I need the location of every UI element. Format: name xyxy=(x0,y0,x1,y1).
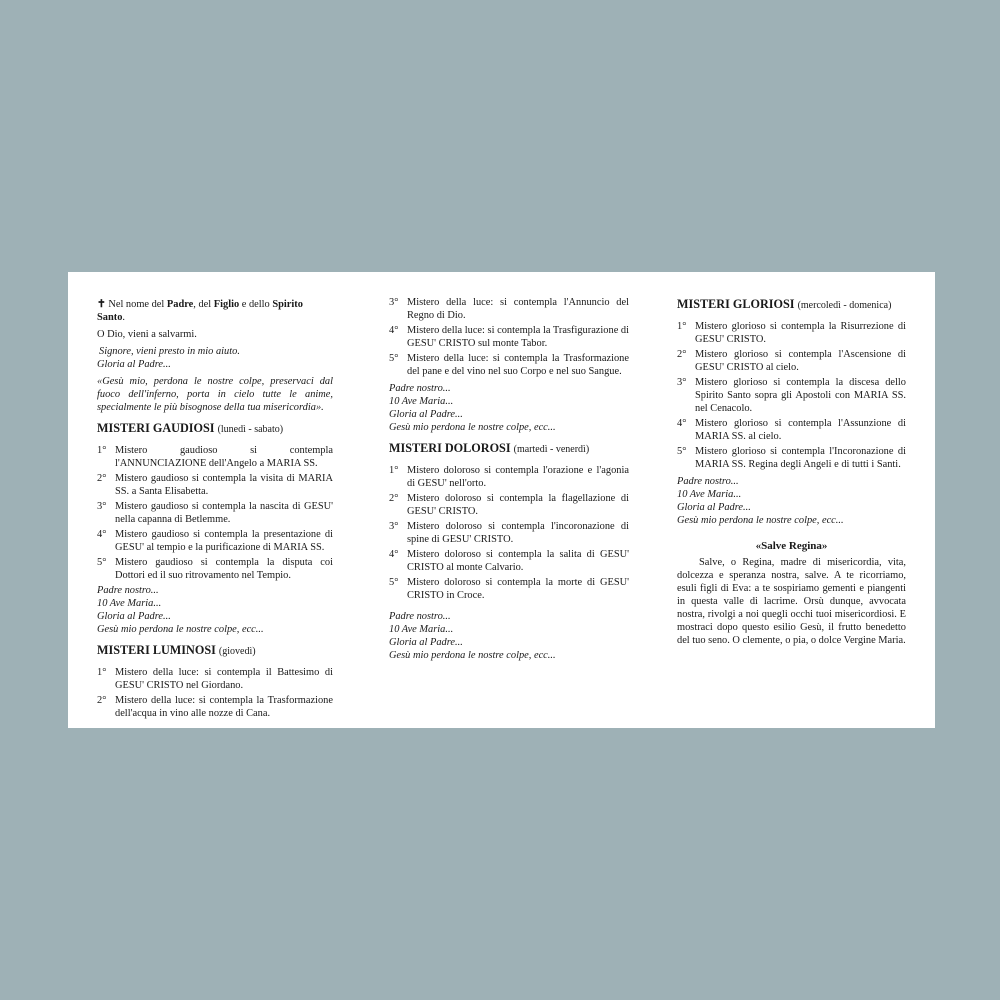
rosary-leaflet xyxy=(68,272,935,728)
item-number: 4° xyxy=(389,325,399,336)
section-title-gaudiosi xyxy=(97,422,333,436)
gloria-line: Gloria al Padre... xyxy=(97,359,171,370)
list-item xyxy=(677,445,906,471)
item-number: 2° xyxy=(97,695,107,706)
closing-line: Padre nostro... xyxy=(389,383,451,394)
item-number: 5° xyxy=(97,557,107,568)
list-item xyxy=(677,320,906,346)
closing-prayers xyxy=(677,475,906,527)
list-item xyxy=(389,548,629,574)
invocation-line: O Dio, vieni a salvarmi. xyxy=(97,329,197,340)
closing-line: Padre nostro... xyxy=(389,611,451,622)
item-number: 4° xyxy=(677,418,687,429)
sign-spirito: Spirito Santo xyxy=(97,299,303,323)
list-item xyxy=(389,576,629,602)
item-text: Mistero glorioso si contempla la Risurrezione di GESU' CRISTO. xyxy=(695,321,906,345)
closing-prayers xyxy=(389,610,629,662)
dolorosi-list xyxy=(389,464,629,602)
salve-regina-title: «Salve Regina» xyxy=(755,540,828,552)
item-number: 2° xyxy=(389,493,399,504)
closing-prayers xyxy=(389,382,629,434)
list-item xyxy=(677,417,906,443)
item-number: 1° xyxy=(97,445,107,456)
item-number: 2° xyxy=(677,349,687,360)
closing-line: 10 Ave Maria... xyxy=(677,489,742,500)
closing-line: Gloria al Padre... xyxy=(677,502,751,513)
item-number: 1° xyxy=(389,465,399,476)
item-number: 5° xyxy=(677,446,687,457)
section-days: (giovedì) xyxy=(218,646,256,657)
closing-line: Padre nostro... xyxy=(97,585,159,596)
section-title-dolorosi xyxy=(389,442,629,456)
list-item xyxy=(389,464,629,490)
section-title-text: MISTERI LUMINOSI xyxy=(97,643,216,657)
sign-text: . xyxy=(122,312,126,323)
gaudiosi-list xyxy=(97,444,333,582)
item-number: 1° xyxy=(677,321,687,332)
item-number: 5° xyxy=(389,577,399,588)
closing-prayers xyxy=(97,584,333,636)
item-number: 3° xyxy=(389,521,399,532)
column-2 xyxy=(389,296,629,662)
list-item xyxy=(389,520,629,546)
section-days: (martedì - venerdì) xyxy=(513,444,590,455)
item-text: Mistero gaudioso si contempla la disputa coi Dottori ed il suo ritrovamento nel Tempio. xyxy=(115,557,333,581)
item-text: Mistero della luce: si contempla la Trasformazione del pane e del vino nel suo Corpo e nel suo Sangue. xyxy=(407,353,629,377)
list-item xyxy=(389,324,629,350)
list-item xyxy=(97,556,333,582)
closing-line: 10 Ave Maria... xyxy=(389,624,454,635)
item-text: Mistero doloroso si contempla l'incoronazione di spine di GESU' CRISTO. xyxy=(407,521,629,545)
list-item xyxy=(97,528,333,554)
gloriosi-list xyxy=(677,320,906,471)
section-title-text: MISTERI GAUDIOSI xyxy=(97,421,215,435)
closing-line: 10 Ave Maria... xyxy=(389,396,454,407)
item-text: Mistero gaudioso si contempla l'ANNUNCIAZIONE dell'Angelo a MARIA SS. xyxy=(115,445,333,469)
item-text: Mistero della luce: si contempla la Trasfigurazione di GESU' CRISTO sul monte Tabor. xyxy=(407,325,629,349)
sign-figlio: Figlio xyxy=(213,299,240,310)
list-item xyxy=(677,376,906,415)
item-text: Mistero glorioso si contempla l'Assunzione di MARIA SS. al cielo. xyxy=(695,418,906,442)
item-number: 3° xyxy=(97,501,107,512)
section-days: (mercoledì - domenica) xyxy=(797,300,892,311)
section-days: (lunedì - sabato) xyxy=(217,424,284,435)
item-number: 3° xyxy=(389,297,399,308)
item-text: Mistero doloroso si contempla la flagellazione di GESU' CRISTO. xyxy=(407,493,629,517)
item-number: 2° xyxy=(97,473,107,484)
sign-text: , del xyxy=(193,299,214,310)
list-item xyxy=(389,352,629,378)
item-number: 1° xyxy=(97,667,107,678)
section-title-luminosi xyxy=(97,644,333,658)
luminosi-list-continued xyxy=(389,296,629,378)
column-1 xyxy=(97,298,333,722)
list-item xyxy=(97,666,333,692)
item-number: 4° xyxy=(389,549,399,560)
list-item xyxy=(389,492,629,518)
closing-line: Gloria al Padre... xyxy=(97,611,171,622)
fatima-prayer: «Gesù mio, perdona le nostre colpe, preservaci dal fuoco dell'inferno, porta in cielo tutte le anime, specialmente le più bisognose della tua misericordia». xyxy=(97,376,333,413)
item-text: Mistero della luce: si contempla l'Annuncio del Regno di Dio. xyxy=(407,297,629,321)
closing-line: Gloria al Padre... xyxy=(389,409,463,420)
item-text: Mistero gaudioso si contempla la visita di MARIA SS. a Santa Elisabetta. xyxy=(115,473,333,497)
closing-line: Gesù mio perdona le nostre colpe, ecc... xyxy=(677,515,844,526)
sign-text: e dello xyxy=(239,299,273,310)
item-text: Mistero glorioso si contempla l'Ascensione di GESU' CRISTO al cielo. xyxy=(695,349,906,373)
closing-line: 10 Ave Maria... xyxy=(97,598,162,609)
item-number: 3° xyxy=(677,377,687,388)
closing-line: Gesù mio perdona le nostre colpe, ecc... xyxy=(389,650,556,661)
item-number: 5° xyxy=(389,353,399,364)
item-text: Mistero doloroso si contempla la morte di GESU' CRISTO in Croce. xyxy=(407,577,629,601)
list-item xyxy=(677,348,906,374)
sign-padre: Padre xyxy=(166,299,194,310)
item-text: Mistero gaudioso si contempla la presentazione di GESU' al tempio e la purificazione di MARIA SS. xyxy=(115,529,333,553)
luminosi-list xyxy=(97,666,333,720)
closing-line: Gesù mio perdona le nostre colpe, ecc... xyxy=(389,422,556,433)
item-text: Mistero glorioso si contempla la discesa dello Spirito Santo sopra gli Apostoli con MARIA SS. nel Cenacolo. xyxy=(695,377,906,414)
section-title-gloriosi xyxy=(677,298,906,312)
closing-line: Padre nostro... xyxy=(677,476,739,487)
sign-text: Nel nome del xyxy=(108,299,167,310)
item-number: 4° xyxy=(97,529,107,540)
item-text: Mistero gaudioso si contempla la nascita di GESU' nella capanna di Betlemme. xyxy=(115,501,333,525)
list-item xyxy=(97,500,333,526)
invocation-response: Signore, vieni presto in mio aiuto. xyxy=(99,346,240,357)
cross-icon: ✝ xyxy=(97,299,106,310)
item-text: Mistero doloroso si contempla la salita di GESU' CRISTO al monte Calvario. xyxy=(407,549,629,573)
section-title-text: MISTERI GLORIOSI xyxy=(677,297,795,311)
list-item xyxy=(97,444,333,470)
closing-line: Gloria al Padre... xyxy=(389,637,463,648)
item-text: Mistero doloroso si contempla l'orazione e l'agonia di GESU' nell'orto. xyxy=(407,465,629,489)
column-3 xyxy=(677,298,906,647)
list-item xyxy=(97,472,333,498)
list-item xyxy=(389,296,629,322)
closing-line: Gesù mio perdona le nostre colpe, ecc... xyxy=(97,624,264,635)
item-text: Mistero della luce: si contempla la Trasformazione dell'acqua in vino alle nozze di Cana. xyxy=(115,695,333,719)
section-title-text: MISTERI DOLOROSI xyxy=(389,441,511,455)
sign-of-cross xyxy=(97,298,333,324)
list-item xyxy=(97,694,333,720)
item-text: Mistero della luce: si contempla il Battesimo di GESU' CRISTO nel Giordano. xyxy=(115,667,333,691)
salve-regina-text: Salve, o Regina, madre di misericordia, vita, dolcezza e speranza nostra, salve. A te ricorriamo, esuli figli di Eva: a te sospiriamo gementi e piangenti in questa valle di lacrime. Orsù dunque, avvocata nostra, rivolgi a noi quegli occhi tuoi misericordiosi. E mostraci dopo questo esilio Gesù, il frutto benedetto del tuo seno. O clemente, o pia, o dolce Vergine Maria. xyxy=(677,557,906,646)
item-text: Mistero glorioso si contempla l'Incoronazione di MARIA SS. Regina degli Angeli e di tutti i Santi. xyxy=(695,446,906,470)
